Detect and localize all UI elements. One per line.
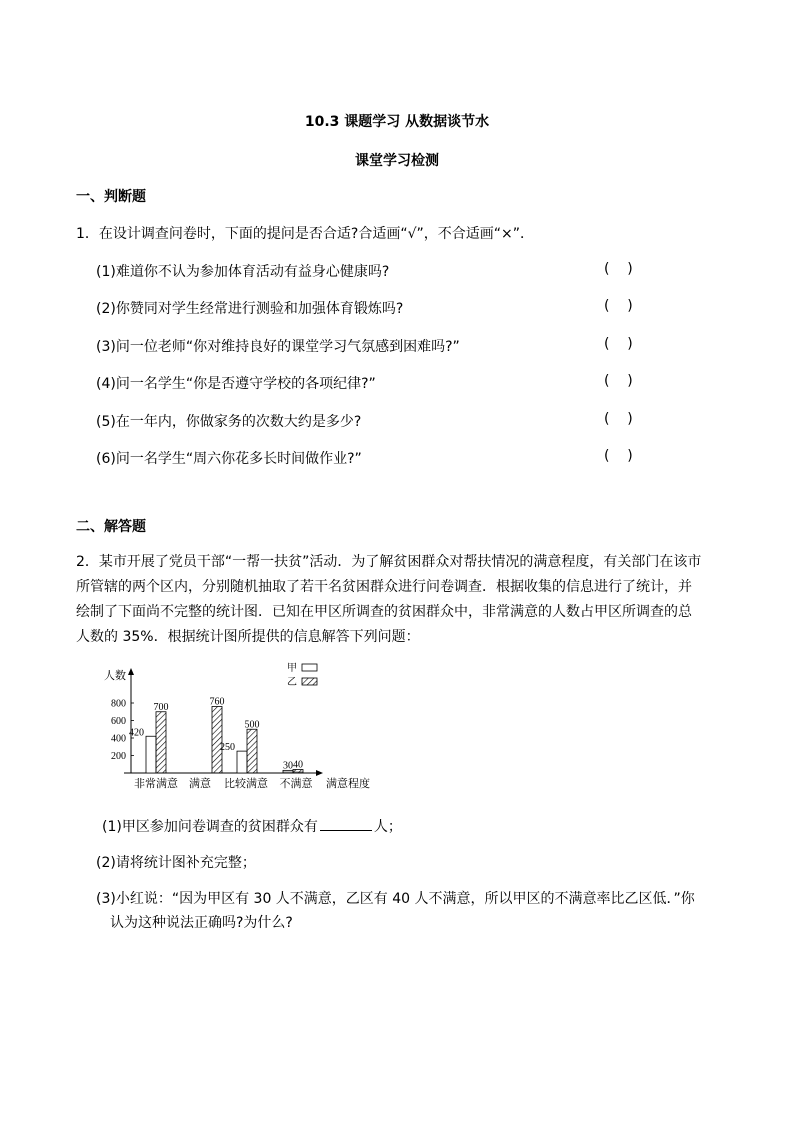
- answer-parentheses[interactable]: ( ): [604, 336, 633, 352]
- bar-jia: [146, 736, 156, 773]
- legend-label-yi: 乙: [287, 677, 297, 688]
- data-label-jia: 30: [283, 760, 293, 772]
- y-tick-label: 400: [111, 733, 126, 745]
- x-category-label: 非常满意: [134, 778, 178, 790]
- legend-swatch-yi: [302, 678, 317, 685]
- y-tick-label: 800: [111, 698, 126, 710]
- answer-parentheses[interactable]: ( ): [604, 261, 633, 277]
- answer-blank[interactable]: [320, 816, 372, 831]
- legend-swatch-jia: [302, 664, 317, 671]
- x-category-label: 满意: [189, 778, 211, 790]
- sub-question-1-text: (1)甲区参加问卷调查的贫困群众有: [102, 819, 318, 835]
- question-1: 1．在设计调查问卷时，下面的提问是否合适?合适画“√”，不合适画“×”．: [76, 226, 534, 242]
- data-label-yi: 760: [209, 696, 225, 708]
- question-2-line: 绘制了下面尚不完整的统计图．已知在甲区所调查的贫困群众中，非常满意的人数占甲区所调查的总: [76, 604, 692, 620]
- y-axis-label: 人数: [104, 670, 126, 682]
- legend-label-jia: 甲: [287, 663, 297, 674]
- page-title: 10.3 课题学习 从数据谈节水: [304, 114, 490, 130]
- page-subtitle: 课堂学习检测: [355, 153, 439, 169]
- answer-parentheses[interactable]: ( ): [604, 448, 633, 464]
- y-axis-arrow: [128, 668, 134, 675]
- bar-yi: [212, 707, 222, 774]
- question-2-line: 所管辖的两个区内，分别随机抽取了若干名贫困群众进行问卷调查．根据收集的信息进行了统计，并: [76, 579, 692, 595]
- x-axis-label: 满意程度: [326, 778, 370, 790]
- bar-yi: [156, 712, 166, 773]
- bar-jia: [237, 751, 247, 773]
- sub-question-1: [102, 816, 402, 836]
- x-axis-arrow: [316, 770, 323, 776]
- judgement-item: (5)在一年内，你做家务的次数大约是多少?: [96, 414, 362, 430]
- data-label-jia: 420: [129, 727, 144, 739]
- y-tick-label: 200: [111, 751, 126, 762]
- answer-parentheses[interactable]: ( ): [604, 298, 633, 314]
- data-label-yi: 700: [153, 701, 169, 713]
- x-category-label: 不满意: [279, 778, 313, 790]
- data-label-yi: 40: [293, 759, 303, 771]
- x-category-label: 比较满意: [224, 778, 268, 790]
- judgement-item: (1)难道你不认为参加体育活动有益身心健康吗?: [96, 264, 390, 280]
- judgement-item: (3)问一位老师“你对维持良好的课堂学习气氛感到困难吗?”: [96, 339, 460, 355]
- bar-yi: [247, 729, 257, 773]
- bar-chart: [96, 658, 386, 793]
- section1-heading: 一、判断题: [76, 189, 146, 205]
- sub-question-3-line2: 认为这种说法正确吗?为什么?: [110, 915, 293, 931]
- sub-question-1-unit: 人；: [373, 819, 402, 835]
- judgement-item: (2)你赞同对学生经常进行测验和加强体育锻炼吗?: [96, 301, 404, 317]
- data-label-jia: 250: [220, 742, 235, 754]
- judgement-item: (4)问一名学生“你是否遵守学校的各项纪律?”: [96, 376, 376, 392]
- sub-question-2: (2)请将统计图补充完整；: [96, 855, 256, 871]
- answer-parentheses[interactable]: ( ): [604, 373, 633, 389]
- judgement-item: (6)问一名学生“周六你花多长时间做作业?”: [96, 451, 362, 467]
- answer-parentheses[interactable]: ( ): [604, 411, 633, 427]
- question-2-line: 人数的 35%．根据统计图所提供的信息解答下列问题：: [76, 629, 420, 645]
- data-label-yi: 500: [244, 719, 260, 731]
- question-2-line: 2．某市开展了党员干部“一帮一扶贫”活动．为了解贫困群众对帮扶情况的满意程度，有关部门在该市: [76, 554, 702, 570]
- section2-heading: 二、解答题: [76, 519, 146, 535]
- sub-question-3-line1: (3)小红说：“因为甲区有 30 人不满意，乙区有 40 人不满意，所以甲区的不满意率比乙区低．”你: [96, 891, 695, 907]
- y-tick-label: 600: [111, 716, 126, 727]
